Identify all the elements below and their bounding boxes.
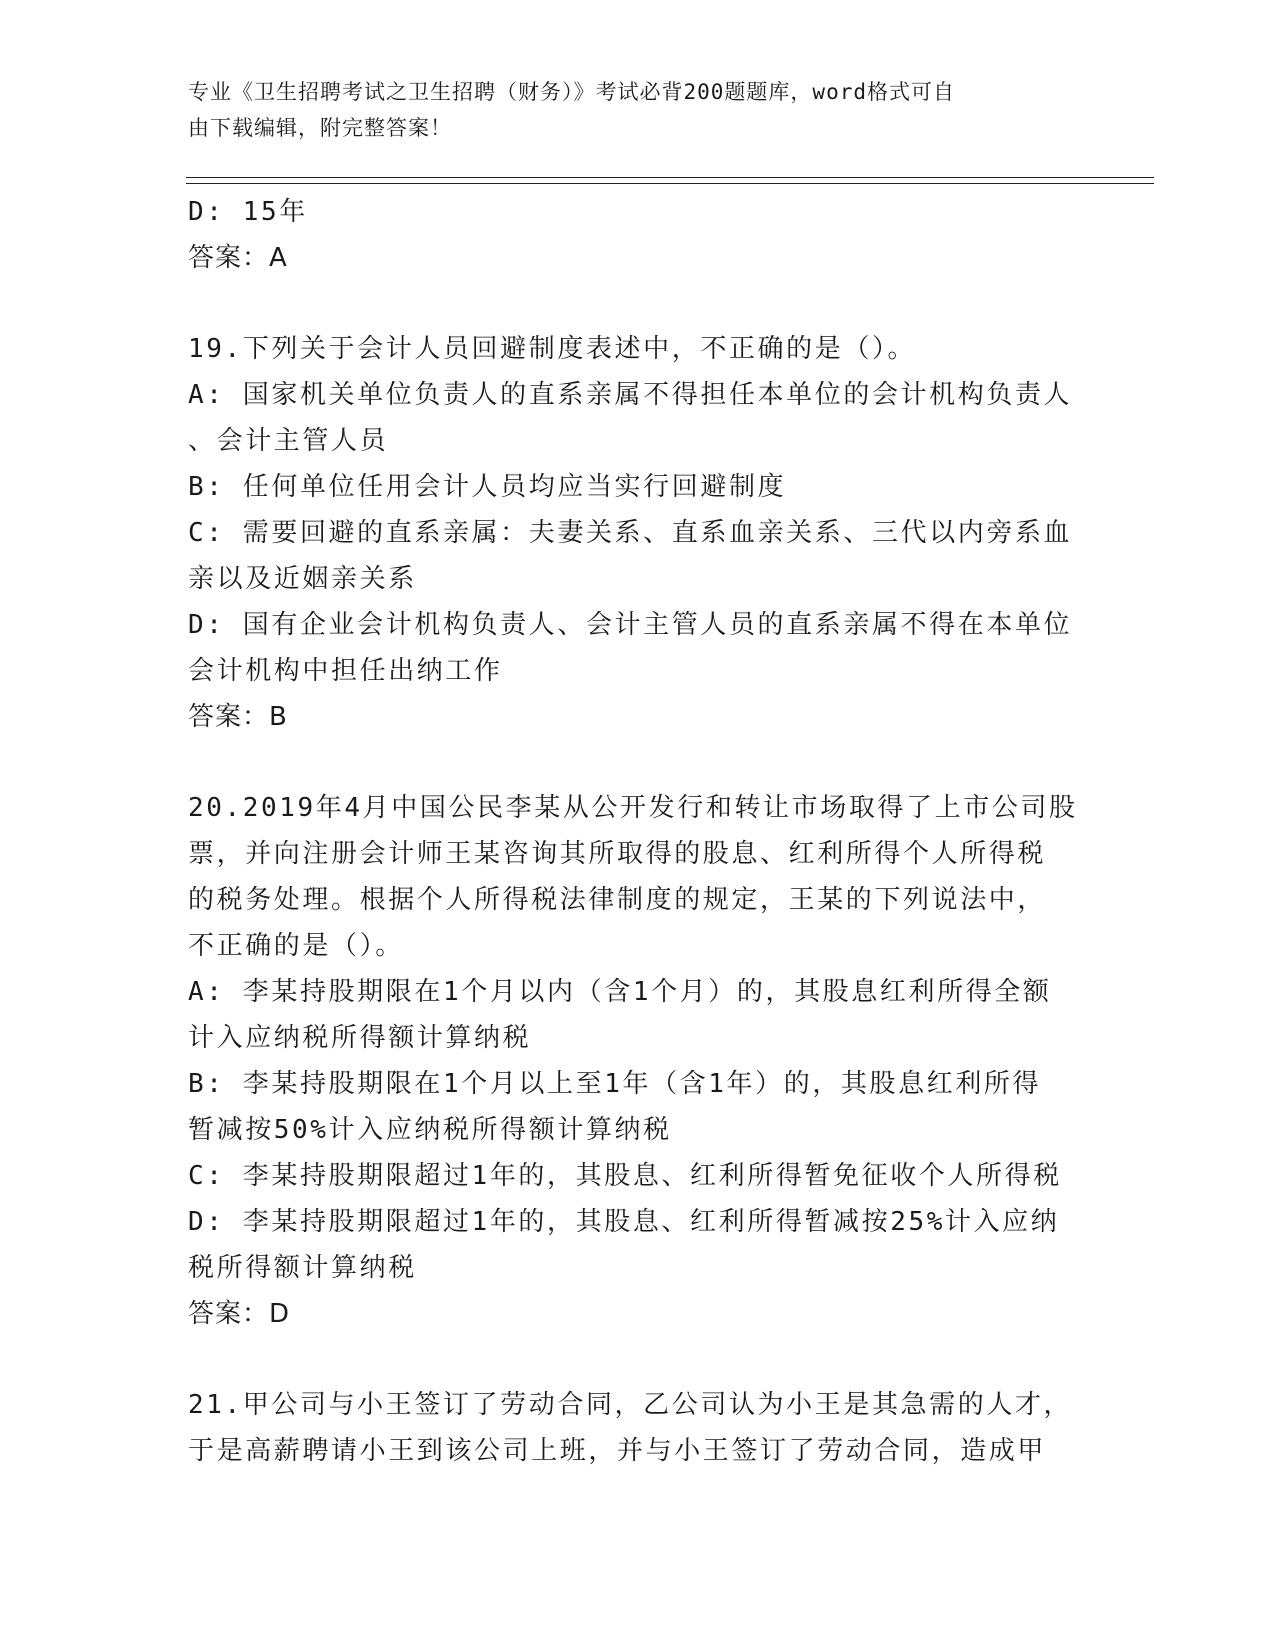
q20-option-a-cont: 计入应纳税所得额计算纳税 [188,1023,532,1053]
q20-option-c: C: 李某持股期限超过1年的，其股息、红利所得暂免征收个人所得税 [188,1161,1062,1191]
q20-stem-1: 20.2019年4月中国公民李某从公开发行和转让市场取得了上市公司股 [188,793,1078,823]
header-rule-top [186,177,1154,178]
q21-stem-2: 于是高薪聘请小王到该公司上班，并与小王签订了劳动合同，造成甲 [188,1436,1047,1466]
header-line-1: 专业《卫生招聘考试之卫生招聘（财务）》考试必背200题题库，word格式可自 [188,80,955,104]
q20-option-a: A: 李某持股期限在1个月以内（含1个月）的，其股息红利所得全额 [188,977,1052,1007]
q20-option-b-cont: 暂减按50%计入应纳税所得额计算纳税 [188,1115,672,1145]
question-21 [188,1382,1088,1474]
q19-option-a: A: 国家机关单位负责人的直系亲属不得担任本单位的会计机构负责人 [188,380,1073,410]
question-20 [188,785,1088,1337]
q21-stem-1: 21.甲公司与小王签订了劳动合同，乙公司认为小王是其急需的人才， [188,1390,1073,1420]
q19-option-c: C: 需要回避的直系亲属：夫妻关系、直系血亲关系、三代以内旁系血 [188,518,1073,548]
q19-option-d: D: 国有企业会计机构负责人、会计主管人员的直系亲属不得在本单位 [188,610,1073,640]
spacer [188,740,1088,785]
spacer [188,281,1088,326]
q20-option-b: B: 李某持股期限在1个月以上至1年（含1年）的，其股息红利所得 [188,1069,1042,1099]
q19-answer: 答案：B [188,702,288,732]
q20-stem-2: 票，并向注册会计师王某咨询其所取得的股息、红利所得个人所得税 [188,839,1047,869]
q19-option-d-cont: 会计机构中担任出纳工作 [188,656,503,686]
spacer [188,1337,1088,1382]
q20-stem-3: 的税务处理。根据个人所得税法律制度的规定，王某的下列说法中， [188,885,1047,915]
page-header [188,74,1088,146]
q20-answer: 答案：D [188,1299,291,1329]
document-body [188,189,1088,1474]
q19-option-c-cont: 亲以及近姻亲关系 [188,564,417,594]
q20-stem-4: 不正确的是（）。 [188,931,404,961]
q19-stem: 19.下列关于会计人员回避制度表述中，不正确的是（）。 [188,334,917,364]
question-19 [188,326,1088,740]
prev-option-d: D: 15年 [188,197,308,227]
header-line-2: 由下载编辑，附完整答案！ [188,116,452,140]
q19-option-a-cont: 、会计主管人员 [188,426,389,456]
q20-option-d: D: 李某持股期限超过1年的，其股息、红利所得暂减按25%计入应纳 [188,1207,1060,1237]
q19-option-b: B: 任何单位任用会计人员均应当实行回避制度 [188,472,787,502]
q20-option-d-cont: 税所得额计算纳税 [188,1253,417,1283]
header-rule-bottom [186,183,1154,184]
prev-answer: 答案：A [188,243,288,273]
